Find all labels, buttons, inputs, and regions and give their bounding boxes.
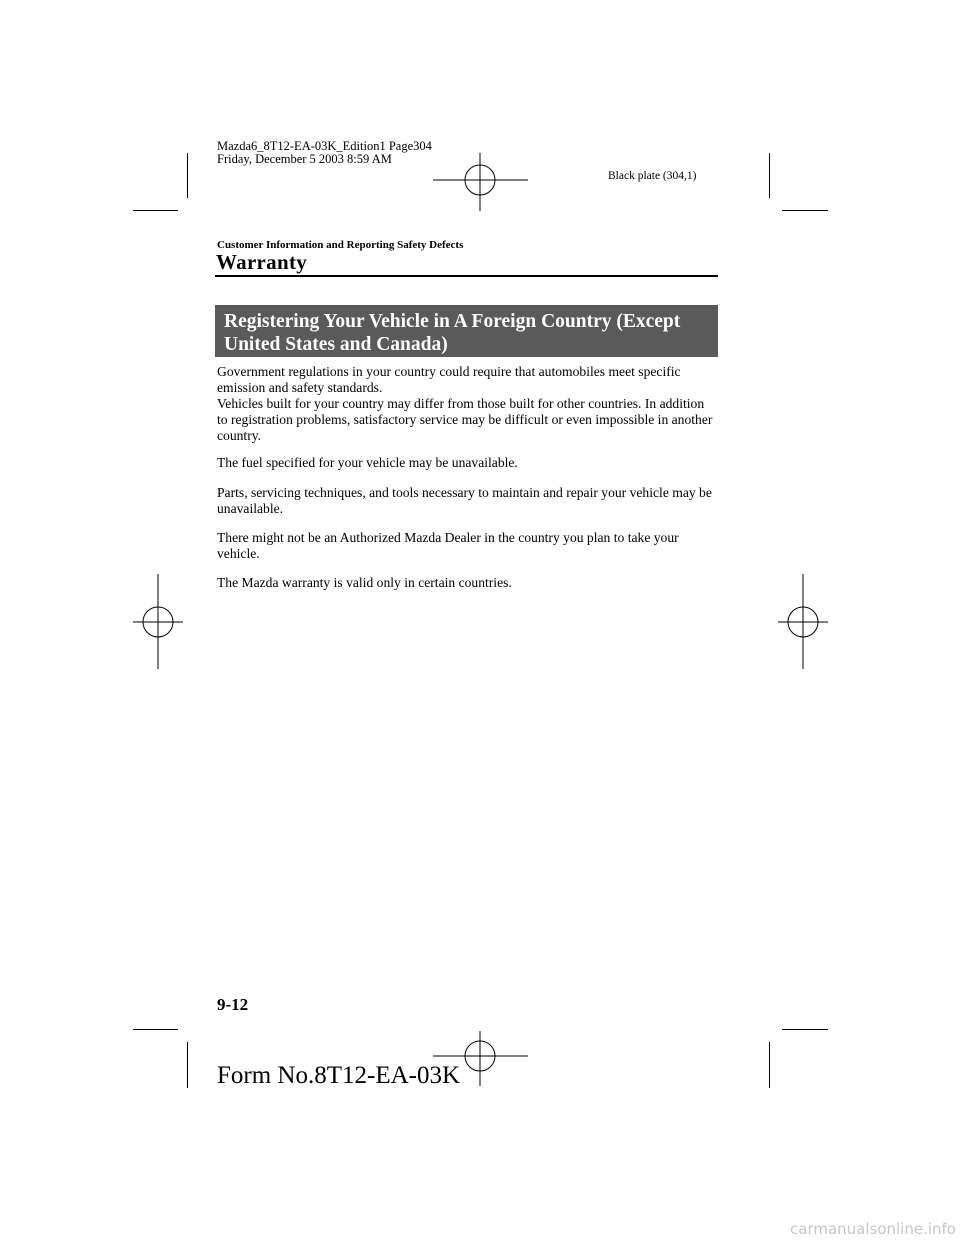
crop-mark <box>187 1042 188 1088</box>
section-banner <box>215 305 718 357</box>
text-line: Parts, servicing techniques, and tools necessary to maintain and repair your vehicle may be <box>217 485 712 500</box>
text-line: vehicle. <box>217 546 260 561</box>
paragraph-fuel <box>217 455 717 471</box>
registration-crosshair-icon <box>433 153 528 211</box>
crop-mark <box>133 210 178 211</box>
watermark: carmanualsonline.info <box>790 1220 956 1238</box>
text-line: Government regulations in your country could require that automobiles meet specific <box>217 364 681 379</box>
banner-line-2: United States and Canada) <box>224 334 448 355</box>
text-line: unavailable. <box>217 501 284 516</box>
page-number: 9-12 <box>217 995 249 1014</box>
text-line: country. <box>217 428 262 443</box>
text-line: to registration problems, satisfactory service may be difficult or even impossible in another <box>217 412 713 427</box>
crop-mark <box>187 153 188 198</box>
text-line: Vehicles built for your country may differ from those built for other countries. In addition <box>217 396 705 411</box>
paragraph-dealer <box>217 530 717 562</box>
registration-crosshair-icon <box>778 574 828 669</box>
text-line: The fuel specified for your vehicle may be unavailable. <box>217 455 518 470</box>
print-job-line: Mazda6_8T12-EA-03K_Edition1 Page304 <box>217 139 432 153</box>
banner-line-1: Registering Your Vehicle in A Foreign Country (Except <box>224 311 681 332</box>
paragraph-regulations <box>217 364 717 444</box>
plate-label: Black plate (304,1) <box>608 170 697 182</box>
form-number: Form No.8T12-EA-03K <box>217 1062 461 1089</box>
chapter-title: Warranty <box>216 250 308 274</box>
crop-mark <box>782 210 828 211</box>
crop-mark <box>769 1042 770 1088</box>
crop-mark <box>782 1029 828 1030</box>
text-line: There might not be an Authorized Mazda Dealer in the country you plan to take your <box>217 530 679 545</box>
text-line: The Mazda warranty is valid only in certain countries. <box>217 575 512 590</box>
text-line: emission and safety standards. <box>217 380 383 395</box>
section-title: Customer Information and Reporting Safety Defects <box>217 239 464 251</box>
paragraph-parts <box>217 485 717 517</box>
print-date-line: Friday, December 5 2003 8:59 AM <box>217 152 392 166</box>
crop-mark <box>769 153 770 198</box>
header-rule <box>215 275 718 277</box>
registration-crosshair-icon <box>133 574 183 669</box>
paragraph-warranty-validity <box>217 575 717 591</box>
crop-mark <box>133 1029 178 1030</box>
